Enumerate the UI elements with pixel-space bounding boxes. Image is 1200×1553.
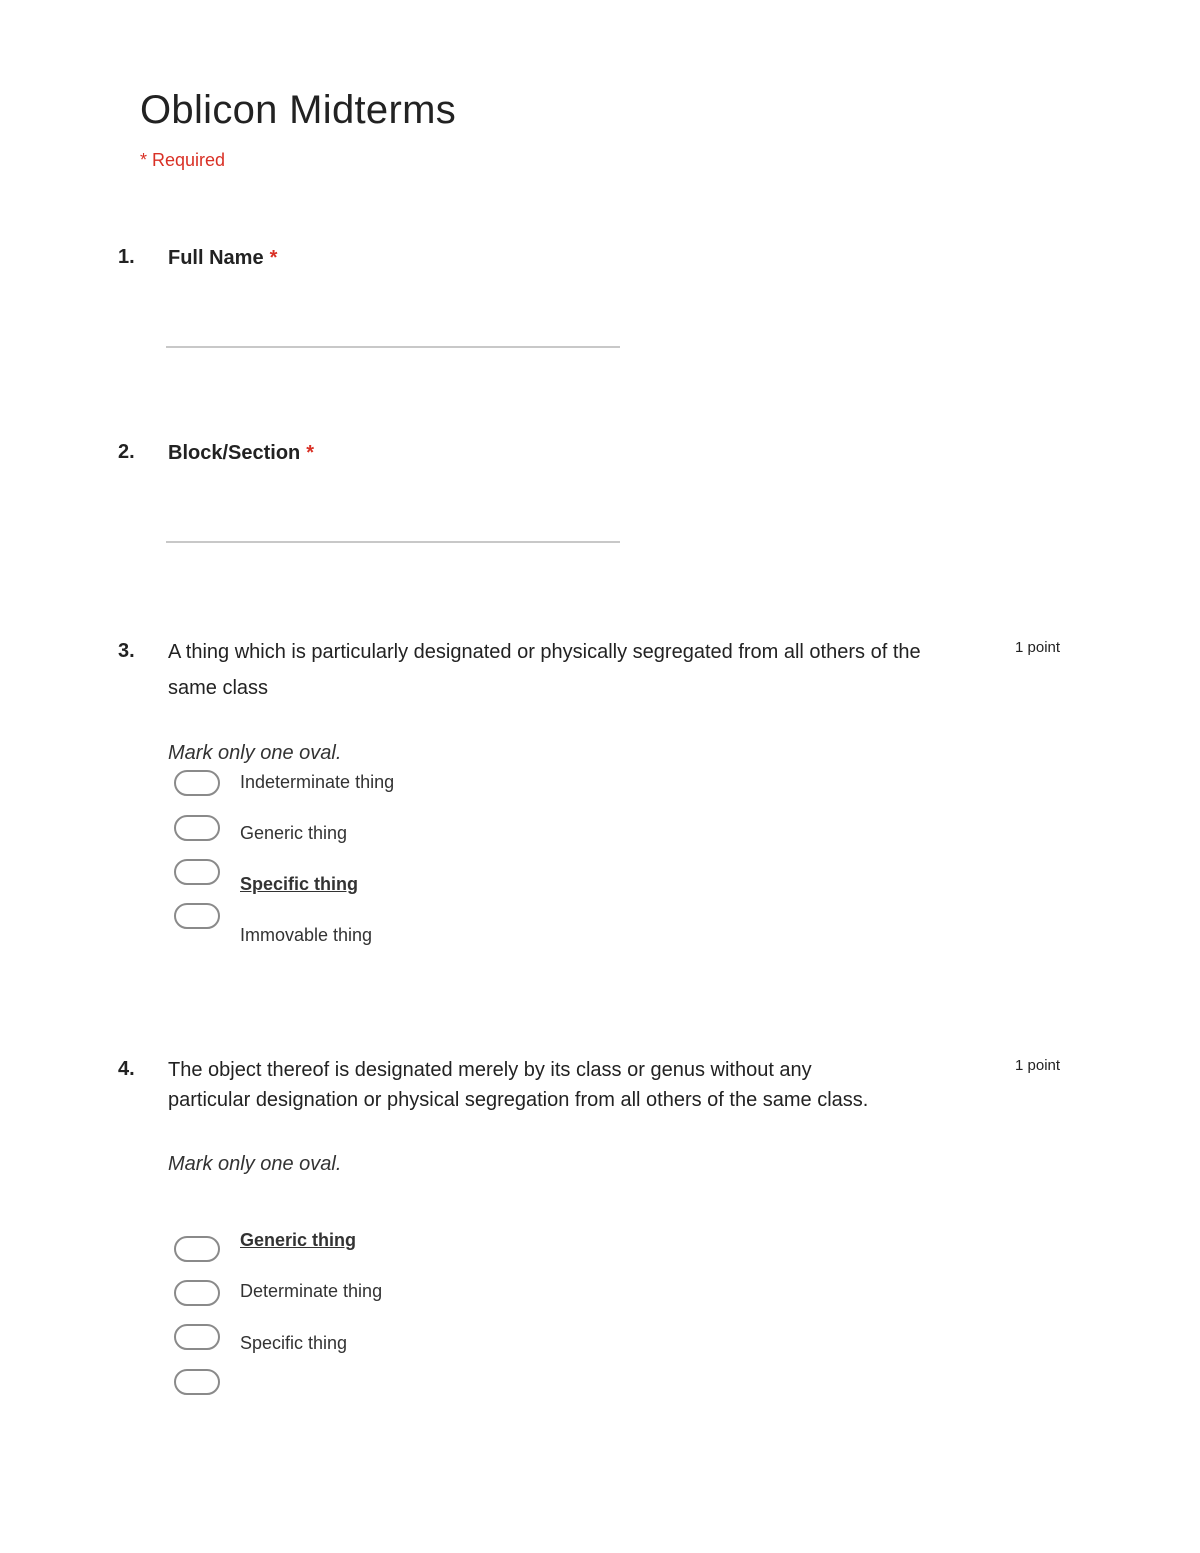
question-4-number: 4. bbox=[118, 1058, 135, 1080]
question-2-text: Block/Section bbox=[168, 442, 301, 464]
question-1-number: 1. bbox=[118, 246, 135, 268]
question-4-points: 1 point bbox=[1015, 1057, 1061, 1074]
required-star: * bbox=[306, 442, 315, 464]
q4-option-oval-3[interactable] bbox=[174, 1324, 220, 1350]
q4-option-oval-1[interactable] bbox=[174, 1236, 220, 1262]
q3-option-label-3-answer: Specific thing bbox=[240, 874, 359, 894]
q3-option-oval-1[interactable] bbox=[174, 770, 220, 796]
form-title: Oblicon Midterms bbox=[140, 88, 456, 132]
full-name-answer-field[interactable] bbox=[166, 346, 620, 348]
question-2-number: 2. bbox=[118, 441, 135, 463]
q4-option-oval-2[interactable] bbox=[174, 1280, 220, 1306]
question-4-text-line-2: particular designation or physical segregation from all others of the same class. bbox=[168, 1089, 869, 1111]
question-4-text-line-1: The object thereof is designated merely by its class or genus without any bbox=[168, 1059, 812, 1081]
q3-option-label-2: Generic thing bbox=[240, 823, 348, 843]
required-star: * bbox=[269, 247, 278, 269]
q3-option-oval-4[interactable] bbox=[174, 903, 220, 929]
block-section-answer-field[interactable] bbox=[166, 541, 620, 543]
question-1-text: Full Name bbox=[168, 247, 264, 269]
question-3-text-line-1: A thing which is particularly designated or physically segregated from all others of the bbox=[168, 641, 921, 663]
question-3-points: 1 point bbox=[1015, 639, 1061, 656]
question-1-title bbox=[168, 240, 277, 276]
q4-option-label-3: Specific thing bbox=[240, 1333, 348, 1353]
q4-option-oval-4[interactable] bbox=[174, 1369, 220, 1395]
q3-option-oval-3[interactable] bbox=[174, 859, 220, 885]
question-3-text-line-2: same class bbox=[168, 677, 269, 699]
question-2-title bbox=[168, 435, 314, 471]
q4-option-label-2: Determinate thing bbox=[240, 1281, 383, 1301]
question-4-instruction: Mark only one oval. bbox=[168, 1153, 342, 1175]
q4-option-label-1-answer: Generic thing bbox=[240, 1230, 357, 1250]
q3-option-oval-2[interactable] bbox=[174, 815, 220, 841]
question-3-number: 3. bbox=[118, 640, 135, 662]
question-3-instruction: Mark only one oval. bbox=[168, 742, 342, 764]
required-note: * Required bbox=[140, 150, 226, 170]
q3-option-label-1: Indeterminate thing bbox=[240, 772, 395, 792]
q3-option-label-4: Immovable thing bbox=[240, 925, 373, 945]
